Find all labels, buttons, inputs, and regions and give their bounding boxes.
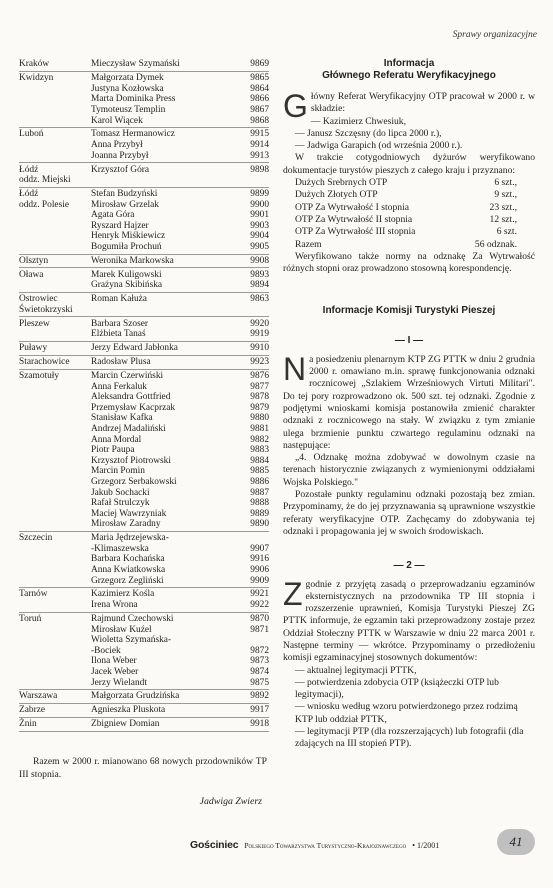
number-cell-line: 9879 xyxy=(250,402,269,413)
names-cell-line: Elżbieta Tanaś xyxy=(91,329,146,340)
section-1-marker: — I — xyxy=(394,335,424,347)
city-cell-line: Warszawa xyxy=(19,691,58,702)
section-2-marker: — 2 — xyxy=(393,560,425,572)
number-cell-line: 9881 xyxy=(250,423,269,434)
city-cell-line: Kraków xyxy=(19,59,50,70)
names-cell xyxy=(91,59,241,70)
names-cell-line: Małgorzata Dymek xyxy=(91,73,164,84)
city-cell-line: Oława xyxy=(19,269,44,280)
stat-row xyxy=(283,202,535,214)
names-cell-line: Grzegorz Zegliński xyxy=(91,575,164,586)
names-cell-line: Stanisław Kafka xyxy=(91,413,153,424)
names-cell-line: Bogumiła Prochuń xyxy=(91,241,162,252)
drop-cap-g: G xyxy=(283,88,308,124)
stat-row xyxy=(283,214,535,226)
city-cell xyxy=(19,589,91,610)
number-cell-line: 9875 xyxy=(250,677,269,688)
city-cell-line: Toruń xyxy=(19,613,42,624)
names-cell-line: Joanna Przybył xyxy=(91,150,149,161)
stat-row xyxy=(283,189,535,201)
badge-holders-table xyxy=(19,58,269,732)
badge-stats-list xyxy=(283,177,535,251)
number-cell-line: 9870 xyxy=(250,613,269,624)
number-cell-line: 9863 xyxy=(250,294,269,305)
number-cell xyxy=(241,691,269,702)
publisher-name: Polskiego Towarzystwa Turystyczno-Krajoznawczego xyxy=(244,840,407,850)
number-cell-line: 9901 xyxy=(250,210,269,221)
drop-cap-z: Z xyxy=(283,575,303,612)
city-cell xyxy=(19,189,91,253)
names-cell-line: Aleksandra Gottfried xyxy=(91,392,171,403)
names-cell-line: Piotr Paupa xyxy=(91,445,135,456)
city-cell xyxy=(19,719,91,730)
number-cell-line: 9880 xyxy=(250,413,269,424)
city-cell-line: Łódź xyxy=(19,164,39,175)
number-cell-line: 9885 xyxy=(250,466,269,477)
number-cell xyxy=(241,270,269,291)
names-cell-line: Henryk Miśkiewicz xyxy=(91,231,166,242)
city-cell xyxy=(19,691,91,702)
names-cell-line: Agata Góra xyxy=(91,210,135,221)
number-cell-line: 9916 xyxy=(250,554,269,565)
number-cell xyxy=(241,533,269,586)
number-cell-line xyxy=(241,533,269,544)
stat-row xyxy=(283,226,535,238)
number-cell-line: 9920 xyxy=(250,318,269,329)
page-number: 41 xyxy=(497,829,535,855)
table-row xyxy=(19,588,269,612)
number-cell xyxy=(241,357,269,368)
section-header: Sprawy organizacyjne xyxy=(452,30,537,40)
number-cell-line: 9865 xyxy=(250,73,269,84)
city-cell xyxy=(19,343,91,354)
author-signature: Jadwiga Zwierz xyxy=(199,796,262,807)
number-cell-line: 9900 xyxy=(250,199,269,210)
city-cell xyxy=(19,371,91,530)
names-cell-line: Grażyna Skibińska xyxy=(91,280,163,291)
city-cell-line: oddz. Miejski xyxy=(19,175,71,186)
table-row xyxy=(19,690,269,704)
number-cell xyxy=(241,371,269,530)
number-cell-line: 9888 xyxy=(250,498,269,509)
names-cell-line: Ryszard Hajzer xyxy=(91,220,149,231)
city-cell-line: Żnin xyxy=(19,719,37,730)
names-cell xyxy=(91,371,241,530)
number-cell-line: 9872 xyxy=(250,645,269,656)
names-cell-line: Jerzy Edward Jabłonka xyxy=(91,343,178,354)
number-cell-line: 9909 xyxy=(250,575,269,586)
names-cell-line: Przemysław Kacprzak xyxy=(91,402,176,413)
number-cell-line: 9899 xyxy=(250,189,269,200)
stat-row xyxy=(283,239,535,251)
doc-item: — aktualnej legitymacji PTTK, xyxy=(295,664,417,676)
stat-label: OTP Za Wytrwałość II stopnia xyxy=(295,213,413,225)
names-cell-line: Wioletta Szymańska- xyxy=(91,635,172,646)
number-cell-line: 9871 xyxy=(250,624,269,635)
number-cell-line: 9923 xyxy=(250,357,269,368)
city-cell-line: Puławy xyxy=(19,343,48,354)
ktp-title: Informacje Komisji Turystyki Pieszej xyxy=(322,305,496,317)
info-intro-text: łówny Referat Weryfikacyjny OTP pracował w 2000 r. w składzie: xyxy=(310,91,535,115)
number-cell-line: 9921 xyxy=(250,589,269,600)
number-cell xyxy=(241,705,269,716)
names-cell-line: Mirosław Kuźel xyxy=(91,624,152,635)
number-cell-line: 9898 xyxy=(250,164,269,175)
drop-cap-n: N xyxy=(283,350,307,387)
section-1-paragraph xyxy=(283,350,535,452)
city-cell xyxy=(19,705,91,716)
names-cell-line: Grzegorz Serbakowski xyxy=(91,476,177,487)
names-cell-line: Irena Wrona xyxy=(91,600,138,611)
number-cell-line: 9883 xyxy=(250,445,269,456)
city-cell xyxy=(19,165,91,186)
stat-value: 6 szt., xyxy=(494,177,517,189)
stat-value: 23 szt., xyxy=(489,201,517,213)
names-cell xyxy=(91,719,241,730)
number-cell-line: 9866 xyxy=(250,94,269,105)
number-cell-line: 9908 xyxy=(250,255,269,266)
names-cell-line: -Klimaszewska xyxy=(91,543,149,554)
names-cell-line: Marta Dominika Press xyxy=(91,94,176,105)
number-cell-line: 9907 xyxy=(250,543,269,554)
number-cell-line: 9917 xyxy=(250,705,269,716)
names-cell-line: Weronika Markowska xyxy=(91,255,174,266)
magazine-brand: Gościniec xyxy=(190,839,239,851)
number-cell-line: 9864 xyxy=(250,83,269,94)
left-note: Razem w 2000 r. mianowano 68 nowych przodowników TP III stopnia. xyxy=(19,756,267,780)
names-cell xyxy=(91,319,241,340)
number-cell-line: 9905 xyxy=(250,241,269,252)
table-row xyxy=(19,718,269,732)
city-cell xyxy=(19,319,91,340)
names-cell-line: Zbigniew Domian xyxy=(91,719,160,730)
section-2-text: godnie z przyjętą zasadą o przeprowadzaniu egzaminów eksternistycznych na przodownika TP III stopnia i rozszerzenie uprawnień, Komisja Turystyki Pieszej ZG PTTK informuje, że egzamin taki przeprowadzony zostaje przez Oddział Stołeczny PTTK w Warszawie w dniu 22 marca 2001 r. Następne terminy — wkrótce. Przypominamy o przedłożeniu komisji egzaminacyjnej stosownych dokumentów: xyxy=(283,578,535,664)
names-cell-line: -Bociek xyxy=(91,645,121,656)
names-cell-line: Kazimierz Kośla xyxy=(91,589,155,600)
number-cell-line: 9906 xyxy=(250,564,269,575)
names-cell xyxy=(91,294,241,315)
names-cell-line: Jakub Sochacki xyxy=(91,487,150,498)
city-cell-line: Szamotuły xyxy=(19,371,60,381)
city-cell-line: Ostrowiec xyxy=(19,294,58,305)
number-cell-line: 9873 xyxy=(250,656,269,667)
city-cell xyxy=(19,357,91,368)
doc-item: — legitymacji PTP (dla rozszerzających) lub fotografii (dla zdających na III stopień PTP). xyxy=(295,726,524,750)
names-cell-line: Mieczysław Szymański xyxy=(91,59,180,70)
table-row xyxy=(19,356,269,370)
names-cell-line: Krzysztof Góra xyxy=(91,164,150,175)
number-cell-line: 9892 xyxy=(250,691,269,702)
table-row xyxy=(19,58,269,72)
table-row xyxy=(19,163,269,187)
number-cell-line: 9910 xyxy=(250,343,269,354)
city-cell xyxy=(19,533,91,586)
city-cell-line: Szczecin xyxy=(19,533,53,544)
names-cell-line: Anna Kwiatkowska xyxy=(91,564,166,575)
names-cell-line: Marek Kuligowski xyxy=(91,269,162,280)
city-cell-line: Zabrze xyxy=(19,705,46,716)
names-cell-line: Ilona Weber xyxy=(91,656,137,667)
city-cell-line: Luboń xyxy=(19,129,44,140)
number-cell xyxy=(241,343,269,354)
number-cell-line: 9922 xyxy=(250,600,269,611)
issue-number: • 1/2001 xyxy=(412,840,440,850)
right-column xyxy=(283,58,535,751)
names-cell-line: Rajmund Czechowski xyxy=(91,613,174,624)
info-paragraph-2: W trakcie cotygodniowych dyżurów weryfikowano dokumentacje turystów pieszych z całego kraju i przyznano: xyxy=(283,152,535,176)
number-cell-line: 9874 xyxy=(250,666,269,677)
names-cell xyxy=(91,73,241,126)
table-row xyxy=(19,370,269,532)
table-row xyxy=(19,293,269,317)
number-cell xyxy=(241,614,269,688)
info-title-line2: Głównego Referatu Weryfikacyjnego xyxy=(322,70,496,81)
names-cell-line: Karol Wiącek xyxy=(91,115,143,126)
number-cell-line: 9890 xyxy=(250,519,269,530)
names-cell-line: Rafał Strulczyk xyxy=(91,498,150,509)
names-cell-line: Maciej Wawrzyniak xyxy=(91,508,167,519)
city-cell-line: Łódź xyxy=(19,189,39,200)
city-cell-line: Starachowice xyxy=(19,357,70,368)
names-cell-line: Krzysztof Piotrowski xyxy=(91,455,171,466)
names-cell xyxy=(91,357,241,368)
footer xyxy=(190,834,540,856)
number-cell-line xyxy=(241,635,269,646)
number-cell-line: 9878 xyxy=(250,392,269,403)
names-cell-line: Justyna Kozłowska xyxy=(91,83,164,94)
info-title-line1: Informacja xyxy=(383,58,435,69)
stat-label: Dużych Złotych OTP xyxy=(295,189,378,201)
names-cell-line: Tymoteusz Templin xyxy=(91,104,166,115)
number-cell xyxy=(241,129,269,161)
number-cell-line: 9884 xyxy=(250,455,269,466)
names-cell xyxy=(91,343,241,354)
names-cell-line: Mirosław Zaradny xyxy=(91,519,161,530)
table-row xyxy=(19,72,269,128)
number-cell-line: 9889 xyxy=(250,508,269,519)
number-cell-line: 9914 xyxy=(250,140,269,151)
stat-value: 9 szt., xyxy=(494,189,517,201)
number-cell-line: 9887 xyxy=(250,487,269,498)
number-cell-line: 9913 xyxy=(250,150,269,161)
names-cell-line: Maria Jędrzejewska- xyxy=(91,533,169,544)
city-cell-line: Tarnów xyxy=(19,589,48,600)
stat-label: Razem xyxy=(295,238,322,250)
city-cell-line: oddz. Polesie xyxy=(19,199,69,210)
number-cell-line: 9886 xyxy=(250,476,269,487)
number-cell xyxy=(241,165,269,186)
number-cell xyxy=(241,319,269,340)
table-row xyxy=(19,255,269,269)
stat-row xyxy=(283,177,535,189)
number-cell-line: 9867 xyxy=(250,104,269,115)
member-3: — Jadwiga Garapich (od września 2000 r.). xyxy=(295,140,463,152)
number-cell xyxy=(241,719,269,730)
names-cell-line: Barbara Kochańska xyxy=(91,554,165,565)
names-cell-line: Anna Przybył xyxy=(91,140,143,151)
names-cell-line: Marcin Czerwiński xyxy=(91,371,164,381)
names-cell-line: Agnieszka Pluskota xyxy=(91,705,166,716)
table-row xyxy=(19,268,269,292)
city-cell xyxy=(19,270,91,291)
names-cell xyxy=(91,256,241,267)
names-cell xyxy=(91,705,241,716)
names-cell-line: Tomasz Hermanowicz xyxy=(91,129,175,140)
stat-label: OTP Za Wytrwałość I stopnia xyxy=(295,201,409,213)
number-cell-line: 9882 xyxy=(250,434,269,445)
number-cell xyxy=(241,294,269,315)
number-cell-line: 9876 xyxy=(250,371,269,381)
number-cell-line: 9868 xyxy=(250,115,269,126)
stat-value: 6 szt. xyxy=(496,226,517,238)
names-cell-line: Jerzy Wielandt xyxy=(91,677,147,688)
names-cell xyxy=(91,189,241,253)
number-cell xyxy=(241,189,269,253)
names-cell-line: Anna Mordal xyxy=(91,434,142,445)
number-cell xyxy=(241,59,269,70)
number-cell xyxy=(241,589,269,610)
names-cell xyxy=(91,533,241,586)
city-cell-line: Świetokrzyski xyxy=(19,304,73,315)
number-cell-line: 9869 xyxy=(250,59,269,70)
names-cell-line: Andrzej Madaliński xyxy=(91,423,166,434)
names-cell-line: Marcin Pomin xyxy=(91,466,145,477)
names-cell-line: Stefan Budzyński xyxy=(91,189,158,200)
names-cell-line: Radosław Plusa xyxy=(91,357,151,368)
number-cell-line: 9903 xyxy=(250,220,269,231)
number-cell xyxy=(241,256,269,267)
city-cell xyxy=(19,256,91,267)
names-cell-line: Roman Kałuża xyxy=(91,294,147,305)
number-cell-line: 9894 xyxy=(250,280,269,291)
city-cell-line: Kwidzyn xyxy=(19,73,54,84)
table-row xyxy=(19,532,269,588)
section-1-paragraph-2: Pozostałe punkty regulaminu odznaki pozostają bez zmian. Przypominamy, że do jej przyznawania są uprawnione wszystkie referaty weryfikacyjne OTP. Zachęcamy do zdobywania tej odznaki i propagowania jej w swoich środowiskach. xyxy=(283,489,535,537)
info-paragraph-3: Weryfikowano także normy na odznakę Za Wytrwałość różnych stopni oraz prowadzono stosowną korespondencję. xyxy=(283,250,535,275)
names-cell-line: Anna Ferkaluk xyxy=(91,381,147,392)
city-cell xyxy=(19,129,91,161)
table-row xyxy=(19,613,269,690)
table-row xyxy=(19,188,269,255)
section-1-quote: „4. Odznakę można zdobywać w dowolnym czasie na terenach historycznie związanych z wymienionymi oddziałami Wojska Polskiego." xyxy=(283,452,535,488)
number-cell-line: 9915 xyxy=(250,129,269,140)
stat-label: OTP Za Wytrwałość III stopnia xyxy=(295,226,416,238)
table-row xyxy=(19,128,269,163)
number-cell-line: 9904 xyxy=(250,231,269,242)
names-cell-line: Mirosław Grzelak xyxy=(91,199,159,210)
table-row xyxy=(19,704,269,718)
section-2-paragraph xyxy=(283,575,535,665)
doc-item: — wniosku według wzoru potwierdzonego przez rodzimą KTP lub oddział PTTK, xyxy=(295,701,518,725)
city-cell xyxy=(19,614,91,688)
names-cell xyxy=(91,614,241,688)
number-cell-line: 9918 xyxy=(250,719,269,730)
names-cell-line: Barbara Szoser xyxy=(91,318,149,329)
member-1: — Kazimierz Chwesiuk, xyxy=(310,115,407,127)
city-cell-line: Olsztyn xyxy=(19,255,49,266)
table-row xyxy=(19,317,269,341)
names-cell-line: Małgorzata Grudzińska xyxy=(91,691,180,702)
stat-value: 56 odznak. xyxy=(474,238,517,250)
city-cell xyxy=(19,59,91,70)
names-cell xyxy=(91,691,241,702)
names-cell xyxy=(91,165,241,186)
city-cell-line: Pleszew xyxy=(19,318,50,329)
number-cell-line: 9877 xyxy=(250,381,269,392)
stat-label: Dużych Srebrnych OTP xyxy=(295,177,388,189)
stat-value: 12 szt., xyxy=(489,213,517,225)
number-cell-line: 9893 xyxy=(250,269,269,280)
number-cell xyxy=(241,73,269,126)
names-cell xyxy=(91,270,241,291)
city-cell xyxy=(19,73,91,126)
table-row xyxy=(19,342,269,356)
doc-item: — potwierdzenia zdobycia OTP (książeczki OTP lub legitymacji), xyxy=(295,676,499,701)
city-cell xyxy=(19,294,91,315)
member-2: — Janusz Szczęsny (do lipca 2000 r.), xyxy=(295,127,442,139)
names-cell xyxy=(91,129,241,161)
section-1-text: a posiedzeniu plenarnym KTP ZG PTTK w dniu 2 grudnia 2000 r. omawiano m.in. sprawę funkcjonowania odznaki rocznicowej „Szlakiem Wrześniowych Virtuti Militari". Do tej pory rozprowadzono ok. 500 szt. tej odznaki. Zgodnie z podjętymi wnioskami komisja postanowiła zmienić charakter odznaki z rocznicowego na stały. W związku z tym zmianie ulega brzmienie punktu czwartego regulaminu odznaki na następujące: xyxy=(283,353,535,451)
names-cell xyxy=(91,589,241,610)
names-cell-line: Jacek Weber xyxy=(91,666,139,677)
number-cell-line: 9919 xyxy=(250,329,269,340)
